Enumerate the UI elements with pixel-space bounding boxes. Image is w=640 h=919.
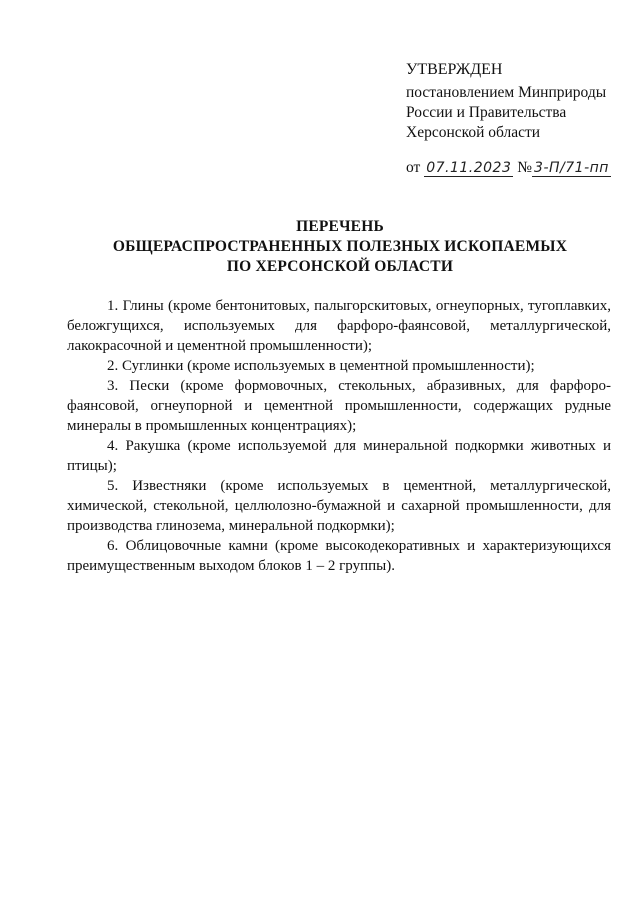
approval-heading: УТВЕРЖДЕН bbox=[406, 61, 503, 78]
title-line-3: ПО ХЕРСОНСКОЙ ОБЛАСТИ bbox=[226, 258, 454, 275]
list-item: 2. Суглинки (кроме используемых в цементной промышленности); bbox=[107, 358, 535, 374]
date-prefix: от bbox=[406, 159, 421, 176]
document-body bbox=[67, 296, 611, 576]
approval-date-line bbox=[406, 158, 611, 178]
approval-block bbox=[406, 60, 616, 143]
list-item: 1. Глины (кроме бентонитовых, палыгорскитовых, огнеупорных, тугоплавких, беложгущихся, используемых для фарфоро-фаянсовой, металлургической, лакокрасочной и цементной промышленности); bbox=[67, 298, 611, 354]
list-item: 3. Пески (кроме формовочных, стекольных, абразивных, для фарфоро-фаянсовой, огнеупорной и цементной промышленности, содержащих рудные минералы в промышленных концентрациях); bbox=[67, 378, 611, 434]
number-prefix: № bbox=[517, 159, 533, 176]
list-item: 6. Облицовочные камни (кроме высокодекоративных и характеризующихся преимущественным выходом блоков 1 – 2 группы). bbox=[67, 538, 611, 574]
handwritten-number: 3-П/71-пп bbox=[534, 160, 609, 176]
approval-line: постановлением Минприроды bbox=[406, 84, 607, 101]
list-item: 5. Известняки (кроме используемых в цементной, металлургической, химической, стекольной, целлюлозно-бумажной и сахарной промышленности, для производства глинозема, минеральной подкормки); bbox=[67, 478, 611, 534]
document-title bbox=[0, 217, 640, 277]
approval-line: России и Правительства bbox=[406, 104, 567, 121]
handwritten-date: 07.11.2023 bbox=[426, 160, 512, 176]
list-item: 4. Ракушка (кроме используемой для минеральной подкормки животных и птицы); bbox=[67, 438, 611, 474]
title-line-2: ОБЩЕРАСПРОСТРАНЕННЫХ ПОЛЕЗНЫХ ИСКОПАЕМЫХ bbox=[112, 238, 568, 255]
title-line-1: ПЕРЕЧЕНЬ bbox=[296, 218, 384, 235]
approval-line: Херсонской области bbox=[406, 124, 541, 141]
